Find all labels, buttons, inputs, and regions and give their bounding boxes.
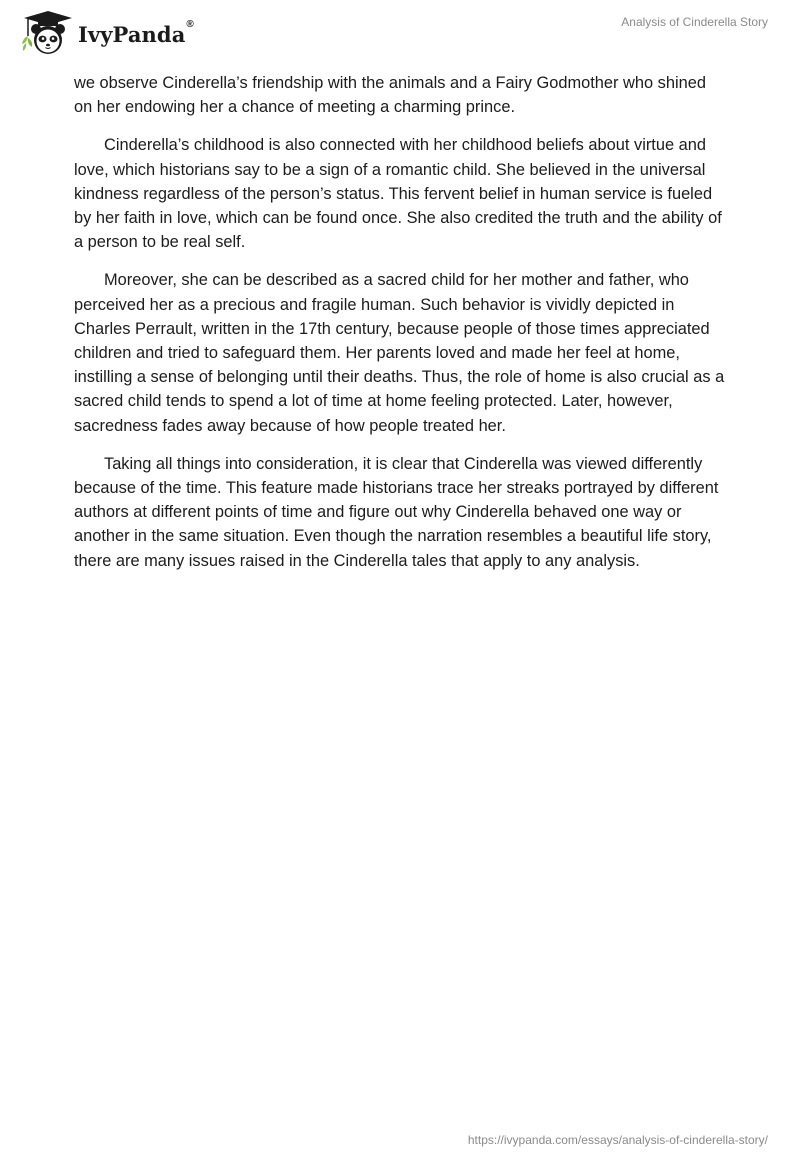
ivypanda-logo[interactable] [14,8,194,58]
paragraph-continuation: we observe Cinderella’s friendship with the animals and a Fairy Godmother who shined on her endowing her a chance of meeting a charming prince. [74,74,706,117]
document-title: Analysis of Cinderella Story [621,15,768,29]
source-url-link[interactable]: https://ivypanda.com/essays/analysis-of-cinderella-story/ [467,1133,768,1147]
logo-wordmark: IvyPanda [78,21,186,47]
paragraph: Moreover, she can be described as a sacred child for her mother and father, who perceived her as a precious and fragile human. Such behavior is vividly depicted in Charles Perrault, written in the 17th century, because people of those times appreciated children and tried to safeguard them. Her parents loved and made her feel at home, instilling a sense of belonging until their deaths. Thus, the role of home is also crucial as a sacred child tends to spend a lot of time at home feeling protected. Later, however, sacredness fades away because of how people treated her. [74,271,725,435]
paragraph: Cinderella’s childhood is also connected with her childhood beliefs about virtue and love, which historians say to be a sign of a romantic child. She believed in the universal kindness regardless of the person’s status. This fervent belief in human service is fueled by her faith in love, which can be found once. She also credited the truth and the ability of a person to be real self. [74,136,722,252]
logo-text [78,18,194,47]
essay-body [74,71,726,587]
paragraph: Taking all things into consideration, it is clear that Cinderella was viewed differently because of the time. This feature made historians trace her streaks portrayed by different authors at different points of time and figure out why Cinderella behaved one way or another in the same situation. Even though the narration resembles a beautiful life story, there are many issues raised in the Cinderella tales that apply to any analysis. [74,454,719,570]
page-header [0,0,800,66]
registered-mark: ® [186,18,194,30]
panda-logo-icon [14,8,74,58]
